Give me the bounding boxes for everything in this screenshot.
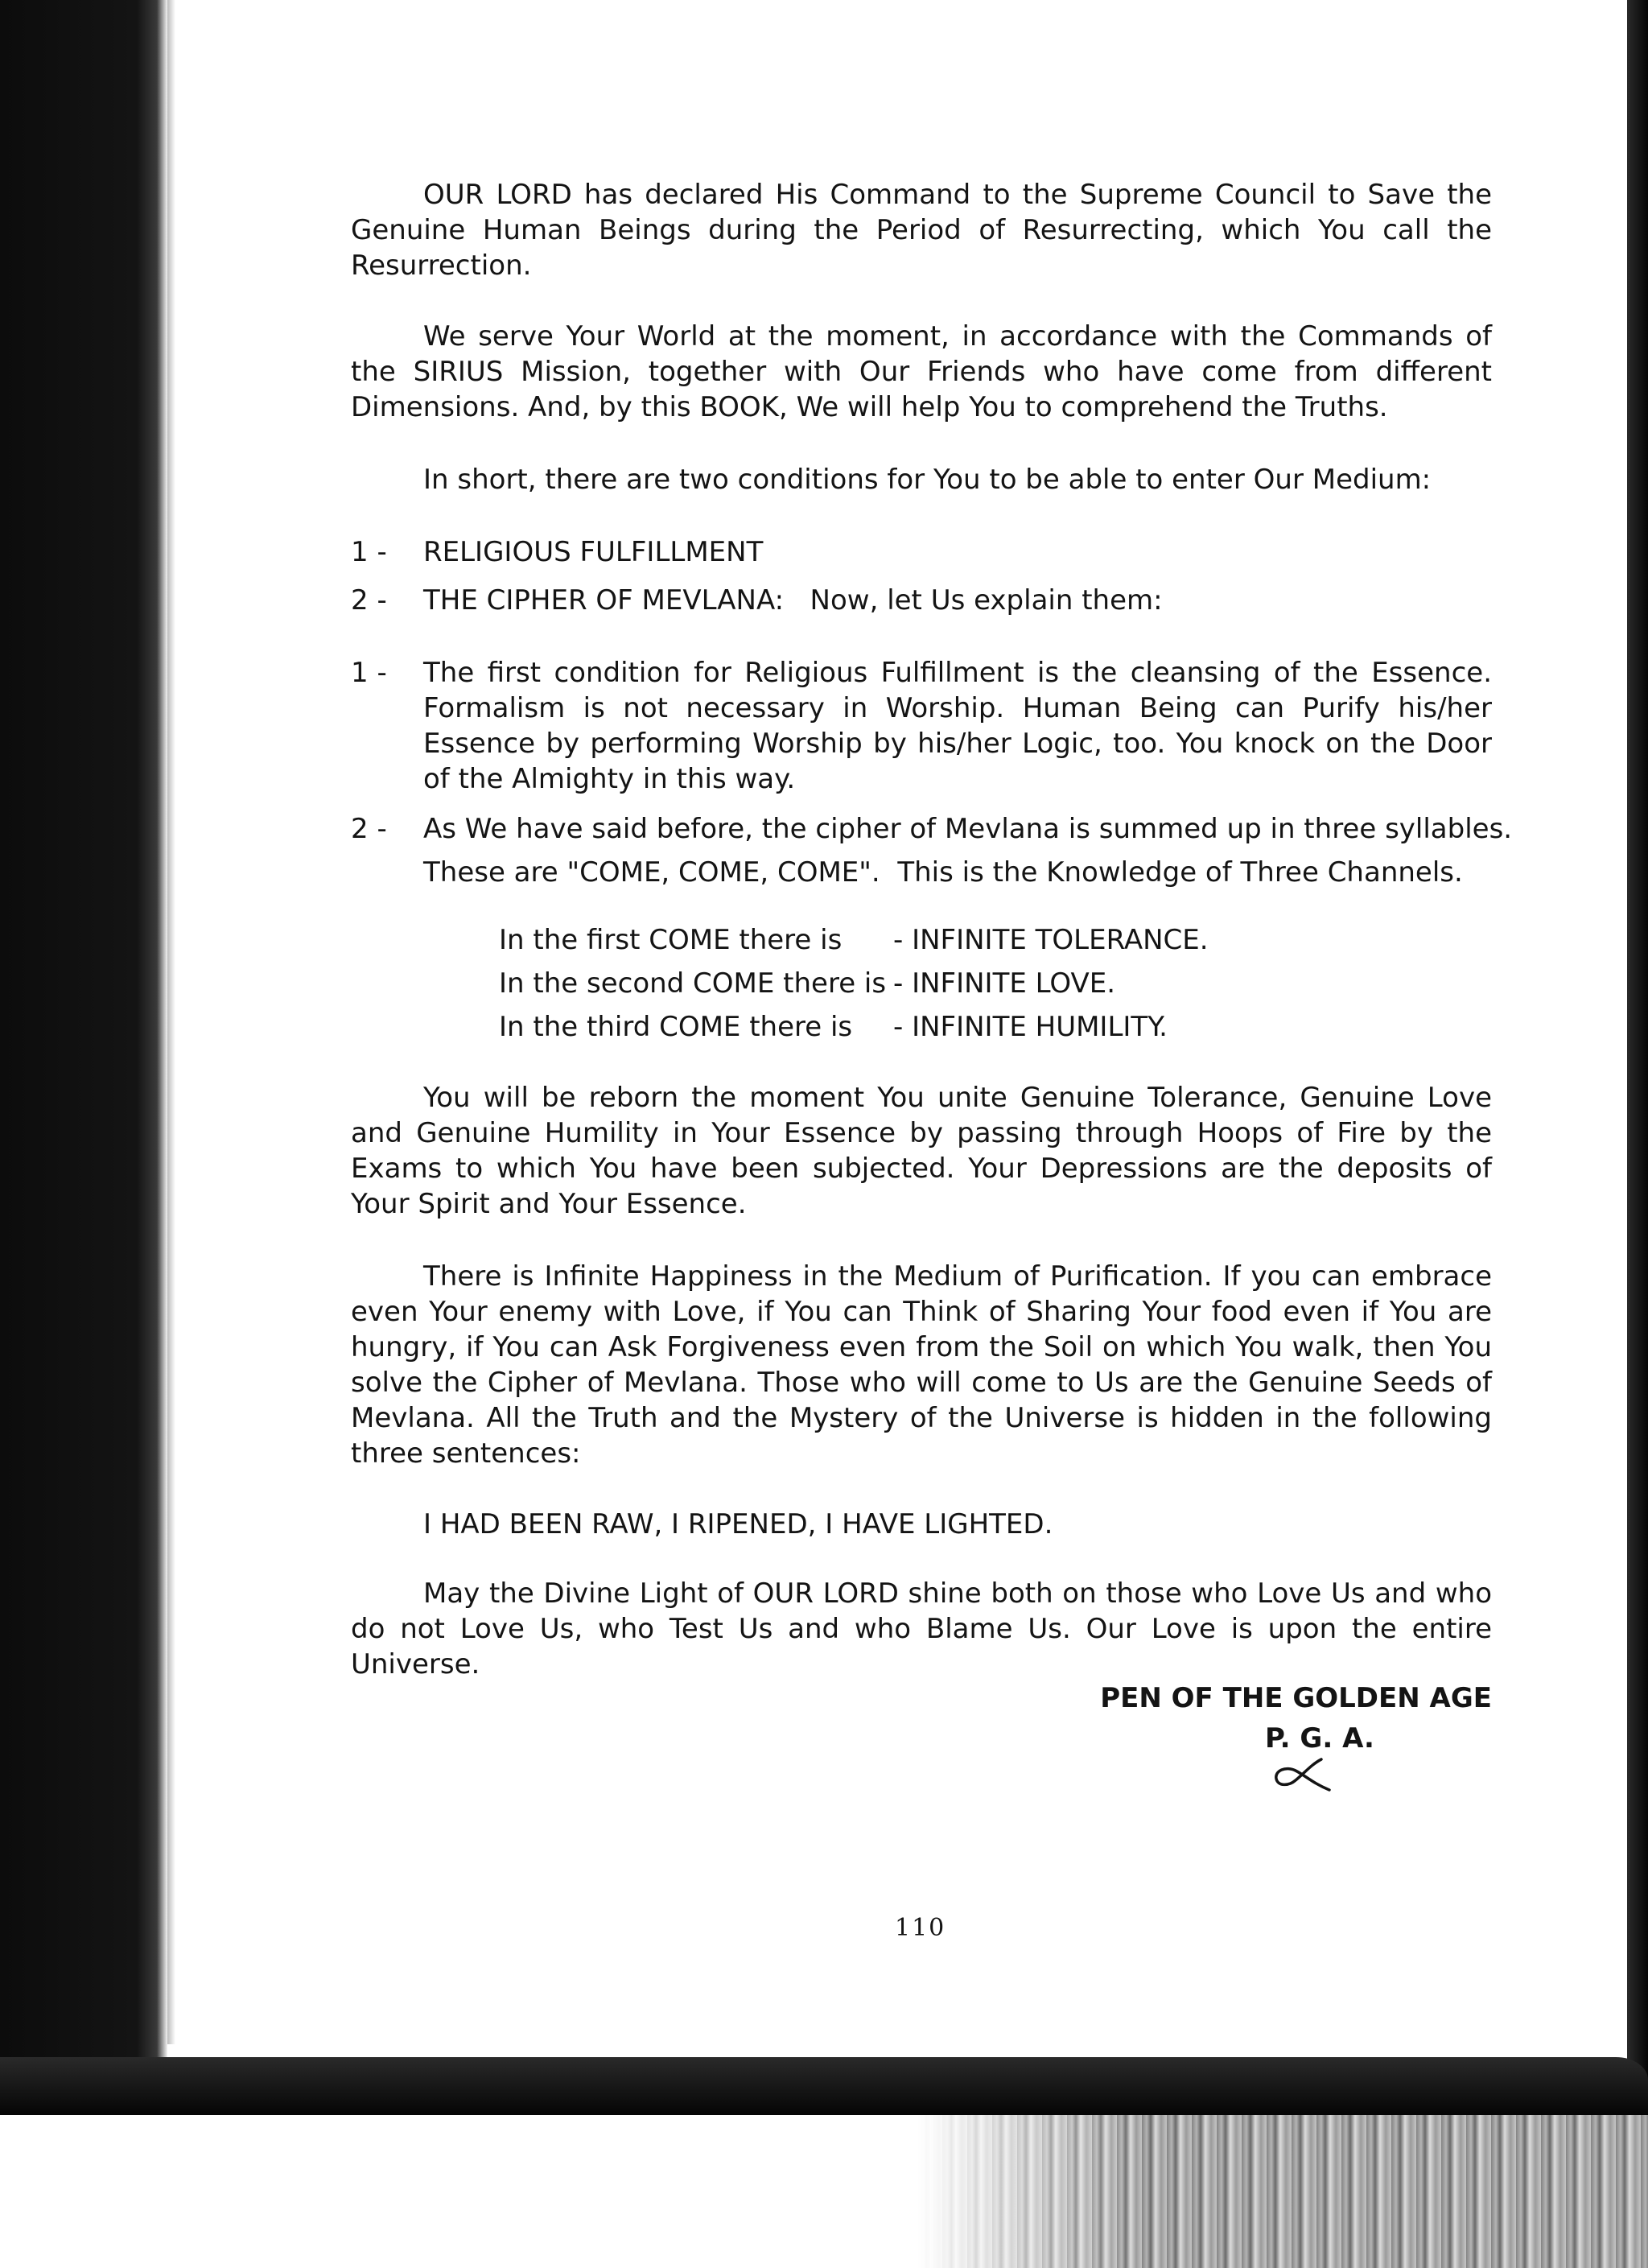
signature-name: PEN OF THE GOLDEN AGE xyxy=(1100,1682,1492,1714)
alpha-symbol-icon xyxy=(1271,1753,1336,1795)
paragraph-divine-light: May the Divine Light of OUR LORD shine both on those who Love Us and who do not Love Us, who Test Us and who Blame Us. Our Love is upon the entire Universe. xyxy=(351,1577,1492,1680)
come-line-label: In the second COME there is xyxy=(499,967,887,1000)
signature-initials: P. G. A. xyxy=(1265,1722,1374,1755)
come-line-value: - INFINITE LOVE. xyxy=(893,967,1116,1000)
explanation-number-2: 2 - xyxy=(351,813,387,845)
explanation-cipher-line-2: These are "COME, COME, COME". This is the Knowledge of Three Channels. xyxy=(423,856,1463,889)
paragraph-infinite-happiness: There is Infinite Happiness in the Medium of Purification. If you can embrace even Your enemy with Love, if You can Think of Sharing Your food even if You are hungry, if You can Ask Forgiveness even from the Soil on which You walk, then You solve the Cipher of Mevlana. Those who will come to Us are the Genuine Seeds of Mevlana. All the Truth and the Mystery of the Universe is hidden in the following three sentences: xyxy=(351,1260,1492,1470)
come-line-label: In the first COME there is xyxy=(499,924,843,956)
ripened-line: I HAD BEEN RAW, I RIPENED, I HAVE LIGHTED. xyxy=(423,1508,1053,1540)
come-line-second xyxy=(499,966,1115,1001)
paragraph-sirius-mission: We serve Your World at the moment, in accordance with the Commands of the SIRIUS Mission, together with Our Friends who have come from different Dimensions. And, by this BOOK, We will help You to comprehend the Truths. xyxy=(351,320,1492,423)
condition-cipher-of-mevlana: THE CIPHER OF MEVLANA: Now, let Us explain them: xyxy=(423,584,1163,616)
condition-number-1: 1 - xyxy=(351,536,387,568)
explanation-cipher-line-1: As We have said before, the cipher of Mevlana is summed up in three syllables. xyxy=(423,813,1513,845)
come-line-value: - INFINITE HUMILITY. xyxy=(893,1011,1168,1043)
come-line-first xyxy=(499,922,1209,958)
explanation-religious-fulfillment: The first condition for Religious Fulfillment is the cleansing of the Essence. Formalism is not necessary in Worship. Human Being can Purify his/her Essence by performing Worship by his/her Logic, too. You knock on the Door of the Almighty in this way. xyxy=(423,657,1492,795)
come-line-label: In the third COME there is xyxy=(499,1011,853,1043)
paragraph-reborn: You will be reborn the moment You unite Genuine Tolerance, Genuine Love and Genuine Humility in Your Essence by passing through Hoops of Fire by the Exams to which You have been subjected. Your Depressions are the deposits of Your Spirit and Your Essence. xyxy=(351,1082,1492,1220)
paragraph-two-conditions: In short, there are two conditions for You to be able to enter Our Medium: xyxy=(423,464,1432,496)
explanation-number-1: 1 - xyxy=(351,657,387,689)
paragraph-resurrection: OUR LORD has declared His Command to the Supreme Council to Save the Genuine Human Beings during the Period of Resurrecting, which You call the Resurrection. xyxy=(351,179,1492,282)
condition-number-2: 2 - xyxy=(351,584,387,616)
come-line-third xyxy=(499,1009,1168,1045)
condition-religious-fulfillment: RELIGIOUS FULFILLMENT xyxy=(423,536,764,568)
come-line-value: - INFINITE TOLERANCE. xyxy=(893,924,1209,956)
page-number: 110 xyxy=(895,1914,946,1942)
